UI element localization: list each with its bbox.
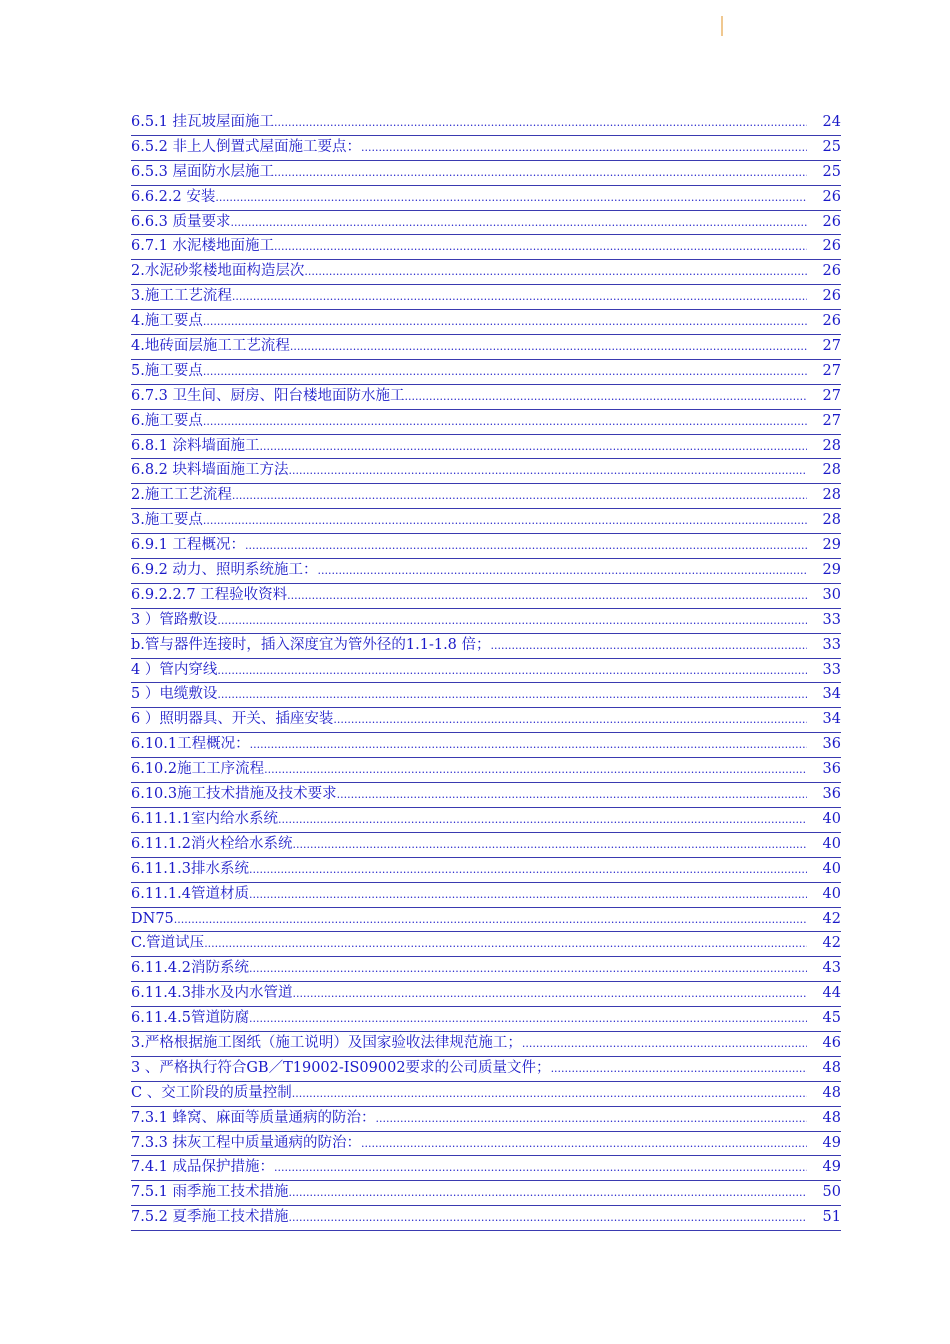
toc-entry[interactable]: [131, 360, 841, 385]
toc-dot-leader: [292, 834, 807, 856]
toc-entry-page: 43: [822, 960, 841, 977]
toc-entry-title: 6.5.2 非上人倒置式屋面施工要点：: [131, 138, 362, 155]
toc-entry[interactable]: [131, 385, 841, 410]
toc-dot-leader: [232, 485, 807, 507]
toc-entry[interactable]: [131, 659, 841, 684]
toc-entry-page: 28: [822, 462, 841, 479]
toc-dot-leader: [203, 510, 807, 532]
toc-entry-page: 28: [822, 487, 841, 504]
toc-entry-page: 26: [822, 263, 841, 280]
toc-entry[interactable]: [131, 1082, 841, 1107]
toc-dot-leader: [203, 361, 807, 383]
toc-dot-leader: [249, 1008, 807, 1030]
toc-entry[interactable]: [131, 758, 841, 783]
toc-dot-leader: [289, 1182, 807, 1204]
toc-dot-leader: [292, 983, 807, 1005]
toc-dot-leader: [274, 1157, 807, 1179]
toc-entry-page: 33: [822, 611, 841, 628]
toc-entry[interactable]: [131, 111, 841, 136]
toc-entry-title: 3 、严格执行符合GB／T19002-IS09002要求的公司质量文件；: [131, 1059, 551, 1076]
toc-dot-leader: [174, 909, 807, 931]
toc-entry-title: 2.施工工艺流程: [131, 487, 232, 504]
toc-entry-page: 29: [822, 562, 841, 579]
toc-entry-page: 27: [822, 338, 841, 355]
toc-entry-page: 28: [822, 512, 841, 529]
toc-dot-leader: [203, 311, 807, 333]
toc-entry[interactable]: [131, 410, 841, 435]
toc-dot-leader: [215, 187, 807, 209]
toc-entry-title: 3.严格根据施工图纸（施工说明）及国家验收法律规范施工；: [131, 1034, 522, 1051]
toc-entry[interactable]: [131, 858, 841, 883]
toc-dot-leader: [274, 112, 807, 134]
toc-entry[interactable]: [131, 161, 841, 186]
toc-entry-page: 34: [822, 686, 841, 703]
toc-dot-leader: [287, 585, 807, 607]
toc-dot-leader: [274, 162, 807, 184]
toc-entry-page: 34: [822, 711, 841, 728]
toc-entry-page: 27: [822, 362, 841, 379]
toc-entry-title: 2.水泥砂浆楼地面构造层次: [131, 263, 305, 280]
toc-entry[interactable]: [131, 908, 841, 933]
toc-entry-title: 6.7.3 卫生间、厨房、阳台楼地面防水施工: [131, 387, 405, 404]
toc-entry[interactable]: [131, 1107, 841, 1132]
toc-entry-title: 6.6.2.2 安装: [131, 188, 216, 205]
toc-entry[interactable]: [131, 186, 841, 211]
toc-dot-leader: [245, 535, 807, 557]
toc-dot-leader: [304, 261, 807, 283]
toc-entry-page: 49: [822, 1134, 841, 1151]
toc-dot-leader: [217, 684, 807, 706]
toc-entry-title: 6.6.3 质量要求: [131, 213, 231, 230]
toc-entry[interactable]: [131, 211, 841, 236]
toc-dot-leader: [260, 436, 807, 458]
toc-entry[interactable]: [131, 957, 841, 982]
toc-entry-title: 5 ）电缆敷设: [131, 686, 218, 703]
toc-entry[interactable]: [131, 634, 841, 659]
toc-entry-page: 33: [822, 661, 841, 678]
toc-entry[interactable]: [131, 883, 841, 908]
toc-entry-title: 6.5.3 屋面防水层施工: [131, 163, 275, 180]
toc-dot-leader: [318, 560, 807, 582]
toc-dot-leader: [333, 709, 807, 731]
toc-entry[interactable]: [131, 459, 841, 484]
toc-dot-leader: [231, 212, 807, 234]
toc-dot-leader: [289, 1207, 807, 1229]
toc-entry-title: DN75: [131, 910, 174, 927]
toc-entry-page: 24: [822, 114, 841, 130]
toc-entry[interactable]: [131, 982, 841, 1007]
toc-entry-page: 48: [822, 1109, 841, 1126]
toc-entry-page: 26: [822, 213, 841, 230]
toc-entry-page: 36: [822, 736, 841, 753]
toc-dot-leader: [337, 784, 807, 806]
toc-entry-title: 6.11.1.3排水系统: [131, 860, 249, 877]
toc-entry[interactable]: [131, 1057, 841, 1082]
toc-entry-title: 6.10.3施工技术措施及技术要求: [131, 786, 337, 803]
toc-dot-leader: [217, 610, 807, 632]
toc-dot-leader: [522, 1033, 807, 1055]
toc-entry-page: 44: [822, 985, 841, 1002]
toc-dot-leader: [405, 386, 807, 408]
toc-entry[interactable]: [131, 534, 841, 559]
toc-dot-leader: [292, 1083, 807, 1105]
toc-entry[interactable]: [131, 683, 841, 708]
toc-dot-leader: [290, 336, 807, 358]
toc-entry-page: 40: [822, 885, 841, 902]
toc-entry-title: 6.8.2 块料墙面施工方法: [131, 462, 289, 479]
toc-entry-title: C.管道试压: [131, 935, 205, 952]
toc-entry-title: 6.7.1 水泥楼地面施工: [131, 238, 275, 255]
toc-dot-leader: [232, 286, 807, 308]
toc-entry[interactable]: [131, 1181, 841, 1206]
toc-entry[interactable]: [131, 932, 841, 957]
toc-entry-page: 45: [822, 1010, 841, 1027]
toc-entry-title: 7.3.1 蜂窝、麻面等质量通病的防治：: [131, 1109, 376, 1126]
toc-entry-title: 7.3.3 抹灰工程中质量通病的防治：: [131, 1134, 362, 1151]
toc-entry-page: 26: [822, 313, 841, 330]
toc-entry[interactable]: [131, 559, 841, 584]
toc-entry-page: 29: [822, 537, 841, 554]
toc-entry-title: 6.9.2.2.7 工程验收资料: [131, 586, 288, 603]
toc-dot-leader: [249, 859, 807, 881]
toc-entry[interactable]: [131, 509, 841, 534]
toc-dot-leader: [249, 958, 807, 980]
toc-entry-title: 6.8.1 涂料墙面施工: [131, 437, 260, 454]
toc-entry-title: C 、交工阶段的质量控制: [131, 1084, 292, 1101]
toc-entry-page: 40: [822, 835, 841, 852]
toc-dot-leader: [361, 1133, 807, 1155]
toc-entry[interactable]: [131, 285, 841, 310]
toc-entry-title: 7.4.1 成品保护措施：: [131, 1159, 275, 1176]
toc-entry-title: 4.地砖面层施工工艺流程: [131, 338, 290, 355]
toc-entry-page: 36: [822, 786, 841, 803]
toc-entry-page: 26: [822, 288, 841, 305]
table-of-contents: [131, 111, 841, 1231]
toc-entry-title: 6.9.2 动力、照明系统施工：: [131, 562, 318, 579]
toc-entry[interactable]: [131, 1007, 841, 1032]
toc-entry-title: 6.11.4.2消防系统: [131, 960, 249, 977]
toc-entry-page: 36: [822, 761, 841, 778]
toc-entry-title: 6.10.1工程概况：: [131, 736, 250, 753]
toc-entry-page: 25: [822, 138, 841, 155]
toc-entry[interactable]: [131, 584, 841, 609]
toc-dot-leader: [217, 660, 807, 682]
toc-entry-page: 25: [822, 163, 841, 180]
toc-dot-leader: [250, 734, 807, 756]
toc-entry-page: 48: [822, 1084, 841, 1101]
toc-entry[interactable]: [131, 310, 841, 335]
toc-entry[interactable]: [131, 1132, 841, 1157]
toc-entry[interactable]: [131, 136, 841, 161]
toc-entry[interactable]: [131, 1156, 841, 1181]
toc-entry[interactable]: [131, 708, 841, 733]
toc-entry-page: 46: [822, 1034, 841, 1051]
toc-dot-leader: [249, 884, 807, 906]
toc-entry-title: 6.10.2施工工序流程: [131, 761, 265, 778]
toc-entry-title: 6.11.4.5管道防腐: [131, 1010, 249, 1027]
toc-entry-title: 4.施工要点: [131, 313, 203, 330]
toc-dot-leader: [491, 635, 807, 657]
toc-dot-leader: [203, 411, 807, 433]
toc-entry-page: 26: [822, 238, 841, 255]
toc-dot-leader: [278, 809, 807, 831]
toc-entry-page: 49: [822, 1159, 841, 1176]
toc-entry[interactable]: [131, 235, 841, 260]
toc-dot-leader: [551, 1058, 807, 1080]
toc-entry-page: 40: [822, 810, 841, 827]
toc-entry-page: 42: [822, 935, 841, 952]
toc-entry-page: 51: [822, 1209, 841, 1226]
toc-entry[interactable]: [131, 1032, 841, 1057]
toc-entry-page: 27: [822, 387, 841, 404]
toc-entry[interactable]: [131, 808, 841, 833]
toc-entry-page: 30: [822, 586, 841, 603]
toc-entry-title: 3 ）管路敷设: [131, 611, 218, 628]
toc-entry-title: 6.施工要点: [131, 412, 203, 429]
toc-entry-page: 40: [822, 860, 841, 877]
toc-dot-leader: [264, 759, 807, 781]
toc-entry[interactable]: [131, 783, 841, 808]
toc-entry[interactable]: [131, 435, 841, 460]
toc-entry[interactable]: [131, 733, 841, 758]
toc-entry-title: 7.5.2 夏季施工技术措施: [131, 1209, 289, 1226]
toc-entry-page: 42: [822, 910, 841, 927]
toc-dot-leader: [289, 460, 807, 482]
toc-entry[interactable]: [131, 1206, 841, 1231]
toc-entry[interactable]: [131, 833, 841, 858]
toc-entry-page: 27: [822, 412, 841, 429]
page-marker: [721, 16, 723, 36]
toc-dot-leader: [204, 933, 807, 955]
toc-entry-title: 7.5.1 雨季施工技术措施: [131, 1184, 289, 1201]
toc-entry-title: b.管与器件连接时，插入深度宜为管外径的1.1-1.8 倍；: [131, 636, 491, 653]
toc-entry-title: 6.11.1.1室内给水系统: [131, 810, 278, 827]
toc-entry-title: 6.11.1.4管道材质: [131, 885, 249, 902]
toc-entry-title: 3.施工工艺流程: [131, 288, 232, 305]
toc-entry[interactable]: [131, 260, 841, 285]
toc-entry-title: 6 ）照明器具、开关、插座安装: [131, 711, 334, 728]
toc-entry-title: 6.5.1 挂瓦坡屋面施工: [131, 114, 275, 130]
toc-entry-page: 28: [822, 437, 841, 454]
toc-entry-page: 48: [822, 1059, 841, 1076]
toc-entry[interactable]: [131, 484, 841, 509]
toc-entry[interactable]: [131, 335, 841, 360]
toc-entry[interactable]: [131, 609, 841, 634]
toc-entry-title: 6.9.1 工程概况：: [131, 537, 246, 554]
toc-dot-leader: [376, 1108, 807, 1130]
toc-entry-page: 50: [822, 1184, 841, 1201]
toc-entry-page: 33: [822, 636, 841, 653]
toc-entry-title: 4 ）管内穿线: [131, 661, 218, 678]
toc-entry-title: 3.施工要点: [131, 512, 203, 529]
toc-entry-title: 5.施工要点: [131, 362, 203, 379]
toc-dot-leader: [274, 236, 807, 258]
toc-entry-title: 6.11.4.3排水及内水管道: [131, 985, 293, 1002]
toc-dot-leader: [361, 137, 807, 159]
toc-entry-title: 6.11.1.2消火栓给水系统: [131, 835, 293, 852]
toc-entry-page: 26: [822, 188, 841, 205]
